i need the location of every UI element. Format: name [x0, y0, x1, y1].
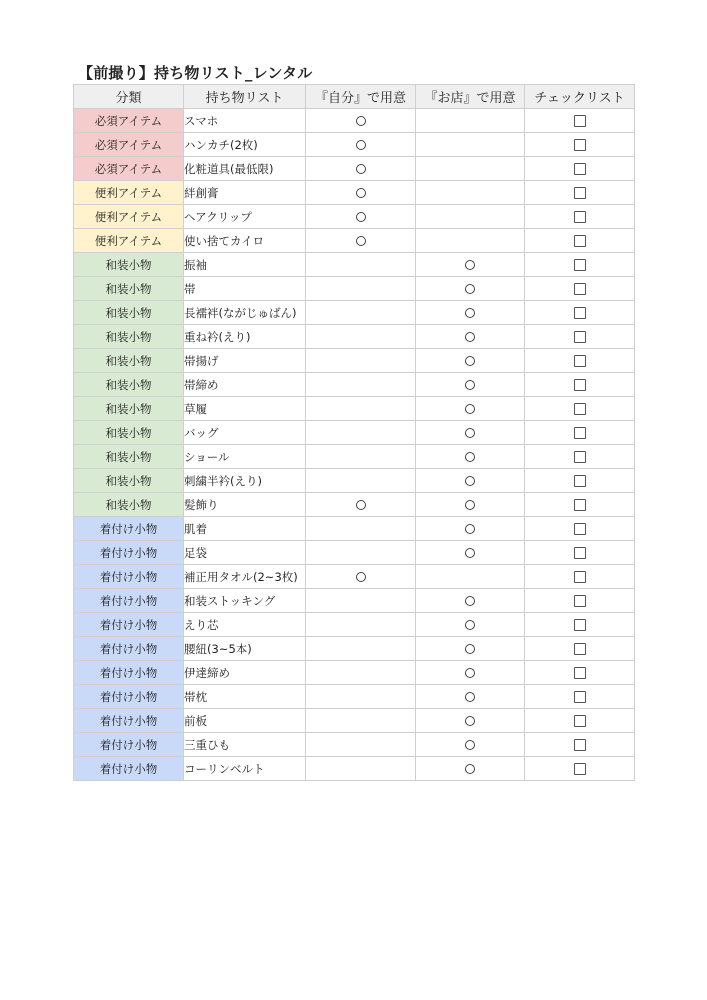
checkbox-icon[interactable] — [574, 499, 586, 511]
checklist-cell — [525, 565, 635, 589]
item-cell: コーリンベルト — [184, 757, 306, 781]
self-prepared-cell — [306, 205, 416, 229]
self-prepared-cell — [306, 421, 416, 445]
checklist-cell — [525, 445, 635, 469]
category-cell: 着付け小物 — [74, 709, 184, 733]
category-cell: 着付け小物 — [74, 613, 184, 637]
table-row — [74, 541, 635, 565]
category-cell: 着付け小物 — [74, 733, 184, 757]
item-cell: 腰紐(3~5本) — [184, 637, 306, 661]
table-row — [74, 253, 635, 277]
self-prepared-cell — [306, 589, 416, 613]
self-prepared-cell — [306, 709, 416, 733]
checkbox-icon[interactable] — [574, 523, 586, 535]
header-shop-prepared: 『お店』で用意 — [416, 85, 525, 109]
category-cell: 和装小物 — [74, 397, 184, 421]
table-row — [74, 133, 635, 157]
checkbox-icon[interactable] — [574, 475, 586, 487]
circle-icon — [465, 428, 475, 438]
self-prepared-cell — [306, 109, 416, 133]
shop-prepared-cell — [416, 157, 525, 181]
checklist-cell — [525, 157, 635, 181]
circle-icon — [465, 260, 475, 270]
category-cell: 必須アイテム — [74, 133, 184, 157]
item-cell: ヘアクリップ — [184, 205, 306, 229]
circle-icon — [465, 524, 475, 534]
checklist-cell — [525, 301, 635, 325]
shop-prepared-cell — [416, 661, 525, 685]
checklist-cell — [525, 205, 635, 229]
checklist-cell — [525, 109, 635, 133]
circle-icon — [356, 140, 366, 150]
self-prepared-cell — [306, 397, 416, 421]
shop-prepared-cell — [416, 685, 525, 709]
item-cell: 化粧道具(最低限) — [184, 157, 306, 181]
checkbox-icon[interactable] — [574, 451, 586, 463]
category-cell: 着付け小物 — [74, 589, 184, 613]
shop-prepared-cell — [416, 253, 525, 277]
table-row — [74, 325, 635, 349]
item-cell: 和装ストッキング — [184, 589, 306, 613]
self-prepared-cell — [306, 565, 416, 589]
category-cell: 便利アイテム — [74, 205, 184, 229]
self-prepared-cell — [306, 757, 416, 781]
checkbox-icon[interactable] — [574, 715, 586, 727]
shop-prepared-cell — [416, 349, 525, 373]
shop-prepared-cell — [416, 421, 525, 445]
checklist-cell — [525, 421, 635, 445]
item-cell: 振袖 — [184, 253, 306, 277]
circle-icon — [356, 116, 366, 126]
circle-icon — [465, 284, 475, 294]
checkbox-icon[interactable] — [574, 331, 586, 343]
category-cell: 着付け小物 — [74, 661, 184, 685]
table-row — [74, 229, 635, 253]
table-row — [74, 613, 635, 637]
header-checklist: チェックリスト — [525, 85, 635, 109]
circle-icon — [465, 356, 475, 366]
category-cell: 和装小物 — [74, 301, 184, 325]
checklist-cell — [525, 709, 635, 733]
self-prepared-cell — [306, 133, 416, 157]
table-row — [74, 109, 635, 133]
item-cell: 長襦袢(ながじゅばん) — [184, 301, 306, 325]
shop-prepared-cell — [416, 541, 525, 565]
checklist-cell — [525, 541, 635, 565]
checkbox-icon[interactable] — [574, 283, 586, 295]
shop-prepared-cell — [416, 301, 525, 325]
item-cell: 髪飾り — [184, 493, 306, 517]
item-cell: ショール — [184, 445, 306, 469]
item-cell: 帯 — [184, 277, 306, 301]
shop-prepared-cell — [416, 469, 525, 493]
category-cell: 和装小物 — [74, 421, 184, 445]
table-row — [74, 205, 635, 229]
category-cell: 和装小物 — [74, 493, 184, 517]
item-cell: 帯枕 — [184, 685, 306, 709]
circle-icon — [465, 332, 475, 342]
header-row — [74, 85, 635, 109]
item-cell: 使い捨てカイロ — [184, 229, 306, 253]
checkbox-icon[interactable] — [574, 547, 586, 559]
category-cell: 和装小物 — [74, 253, 184, 277]
item-cell: ハンカチ(2枚) — [184, 133, 306, 157]
self-prepared-cell — [306, 277, 416, 301]
shop-prepared-cell — [416, 181, 525, 205]
table-row — [74, 397, 635, 421]
shop-prepared-cell — [416, 565, 525, 589]
item-cell: 足袋 — [184, 541, 306, 565]
self-prepared-cell — [306, 637, 416, 661]
checklist-cell — [525, 253, 635, 277]
category-cell: 和装小物 — [74, 277, 184, 301]
circle-icon — [356, 572, 366, 582]
checklist-cell — [525, 325, 635, 349]
item-cell: バッグ — [184, 421, 306, 445]
category-cell: 必須アイテム — [74, 157, 184, 181]
self-prepared-cell — [306, 661, 416, 685]
checklist-cell — [525, 469, 635, 493]
shop-prepared-cell — [416, 757, 525, 781]
self-prepared-cell — [306, 445, 416, 469]
circle-icon — [465, 380, 475, 390]
circle-icon — [465, 476, 475, 486]
item-cell: 補正用タオル(2~3枚) — [184, 565, 306, 589]
shop-prepared-cell — [416, 205, 525, 229]
checkbox-icon[interactable] — [574, 763, 586, 775]
category-cell: 着付け小物 — [74, 637, 184, 661]
item-cell: 肌着 — [184, 517, 306, 541]
circle-icon — [465, 692, 475, 702]
checkbox-icon[interactable] — [574, 379, 586, 391]
self-prepared-cell — [306, 733, 416, 757]
item-cell: 帯締め — [184, 373, 306, 397]
checklist-table — [73, 84, 635, 781]
circle-icon — [465, 740, 475, 750]
self-prepared-cell — [306, 493, 416, 517]
circle-icon — [465, 620, 475, 630]
shop-prepared-cell — [416, 277, 525, 301]
shop-prepared-cell — [416, 373, 525, 397]
item-cell: 刺繍半衿(えり) — [184, 469, 306, 493]
table-row — [74, 493, 635, 517]
item-cell: 伊達締め — [184, 661, 306, 685]
checklist-cell — [525, 613, 635, 637]
checkbox-icon[interactable] — [574, 595, 586, 607]
table-row — [74, 685, 635, 709]
checklist-cell — [525, 637, 635, 661]
circle-icon — [465, 668, 475, 678]
checkbox-icon[interactable] — [574, 427, 586, 439]
table-row — [74, 517, 635, 541]
shop-prepared-cell — [416, 589, 525, 613]
circle-icon — [465, 644, 475, 654]
item-cell: 絆創膏 — [184, 181, 306, 205]
self-prepared-cell — [306, 301, 416, 325]
checklist-cell — [525, 661, 635, 685]
checklist-cell — [525, 277, 635, 301]
category-cell: 着付け小物 — [74, 517, 184, 541]
circle-icon — [356, 500, 366, 510]
table-row — [74, 709, 635, 733]
circle-icon — [465, 596, 475, 606]
self-prepared-cell — [306, 181, 416, 205]
checkbox-icon[interactable] — [574, 355, 586, 367]
shop-prepared-cell — [416, 229, 525, 253]
shop-prepared-cell — [416, 637, 525, 661]
checklist-body — [74, 109, 635, 781]
checkbox-icon[interactable] — [574, 163, 586, 175]
shop-prepared-cell — [416, 325, 525, 349]
circle-icon — [465, 404, 475, 414]
header-category: 分類 — [74, 85, 184, 109]
checklist-cell — [525, 517, 635, 541]
table-row — [74, 349, 635, 373]
checkbox-icon[interactable] — [574, 667, 586, 679]
item-cell: スマホ — [184, 109, 306, 133]
category-cell: 和装小物 — [74, 349, 184, 373]
category-cell: 便利アイテム — [74, 181, 184, 205]
item-cell: 重ね衿(えり) — [184, 325, 306, 349]
circle-icon — [356, 188, 366, 198]
self-prepared-cell — [306, 253, 416, 277]
table-row — [74, 589, 635, 613]
shop-prepared-cell — [416, 133, 525, 157]
item-cell: 帯揚げ — [184, 349, 306, 373]
circle-icon — [465, 500, 475, 510]
shop-prepared-cell — [416, 613, 525, 637]
shop-prepared-cell — [416, 493, 525, 517]
circle-icon — [465, 452, 475, 462]
checkbox-icon[interactable] — [574, 139, 586, 151]
checklist-cell — [525, 229, 635, 253]
header-item: 持ち物リスト — [184, 85, 306, 109]
shop-prepared-cell — [416, 517, 525, 541]
table-row — [74, 637, 635, 661]
circle-icon — [356, 164, 366, 174]
category-cell: 必須アイテム — [74, 109, 184, 133]
table-row — [74, 181, 635, 205]
shop-prepared-cell — [416, 709, 525, 733]
checkbox-icon[interactable] — [574, 619, 586, 631]
checkbox-icon[interactable] — [574, 691, 586, 703]
self-prepared-cell — [306, 229, 416, 253]
checklist-cell — [525, 349, 635, 373]
circle-icon — [465, 716, 475, 726]
shop-prepared-cell — [416, 109, 525, 133]
checkbox-icon[interactable] — [574, 235, 586, 247]
table-row — [74, 445, 635, 469]
checklist-cell — [525, 397, 635, 421]
checklist-cell — [525, 757, 635, 781]
item-cell: 前板 — [184, 709, 306, 733]
self-prepared-cell — [306, 373, 416, 397]
table-row — [74, 733, 635, 757]
checkbox-icon[interactable] — [574, 739, 586, 751]
self-prepared-cell — [306, 517, 416, 541]
category-cell: 和装小物 — [74, 469, 184, 493]
checkbox-icon[interactable] — [574, 259, 586, 271]
checkbox-icon[interactable] — [574, 643, 586, 655]
shop-prepared-cell — [416, 397, 525, 421]
self-prepared-cell — [306, 325, 416, 349]
shop-prepared-cell — [416, 733, 525, 757]
self-prepared-cell — [306, 349, 416, 373]
circle-icon — [465, 764, 475, 774]
category-cell: 着付け小物 — [74, 685, 184, 709]
circle-icon — [465, 308, 475, 318]
item-cell: 三重ひも — [184, 733, 306, 757]
table-row — [74, 757, 635, 781]
checkbox-icon[interactable] — [574, 571, 586, 583]
category-cell: 着付け小物 — [74, 541, 184, 565]
table-row — [74, 301, 635, 325]
checkbox-icon[interactable] — [574, 115, 586, 127]
checklist-cell — [525, 181, 635, 205]
checklist-cell — [525, 493, 635, 517]
table-row — [74, 373, 635, 397]
checkbox-icon[interactable] — [574, 211, 586, 223]
sheet-title: 【前撮り】持ち物リスト_レンタル — [78, 64, 313, 82]
checklist-cell — [525, 373, 635, 397]
checklist-cell — [525, 685, 635, 709]
category-cell: 便利アイテム — [74, 229, 184, 253]
category-cell: 着付け小物 — [74, 565, 184, 589]
self-prepared-cell — [306, 613, 416, 637]
table-row — [74, 277, 635, 301]
category-cell: 和装小物 — [74, 373, 184, 397]
self-prepared-cell — [306, 685, 416, 709]
checkbox-icon[interactable] — [574, 307, 586, 319]
item-cell: えり芯 — [184, 613, 306, 637]
shop-prepared-cell — [416, 445, 525, 469]
self-prepared-cell — [306, 541, 416, 565]
table-row — [74, 157, 635, 181]
checklist-cell — [525, 133, 635, 157]
category-cell: 和装小物 — [74, 325, 184, 349]
checklist-cell — [525, 733, 635, 757]
checklist-cell — [525, 589, 635, 613]
checkbox-icon[interactable] — [574, 403, 586, 415]
category-cell: 和装小物 — [74, 445, 184, 469]
circle-icon — [465, 548, 475, 558]
circle-icon — [356, 236, 366, 246]
self-prepared-cell — [306, 157, 416, 181]
table-row — [74, 661, 635, 685]
table-row — [74, 469, 635, 493]
circle-icon — [356, 212, 366, 222]
item-cell: 草履 — [184, 397, 306, 421]
header-self-prepared: 『自分』で用意 — [306, 85, 416, 109]
table-row — [74, 565, 635, 589]
self-prepared-cell — [306, 469, 416, 493]
table-row — [74, 421, 635, 445]
checkbox-icon[interactable] — [574, 187, 586, 199]
category-cell: 着付け小物 — [74, 757, 184, 781]
